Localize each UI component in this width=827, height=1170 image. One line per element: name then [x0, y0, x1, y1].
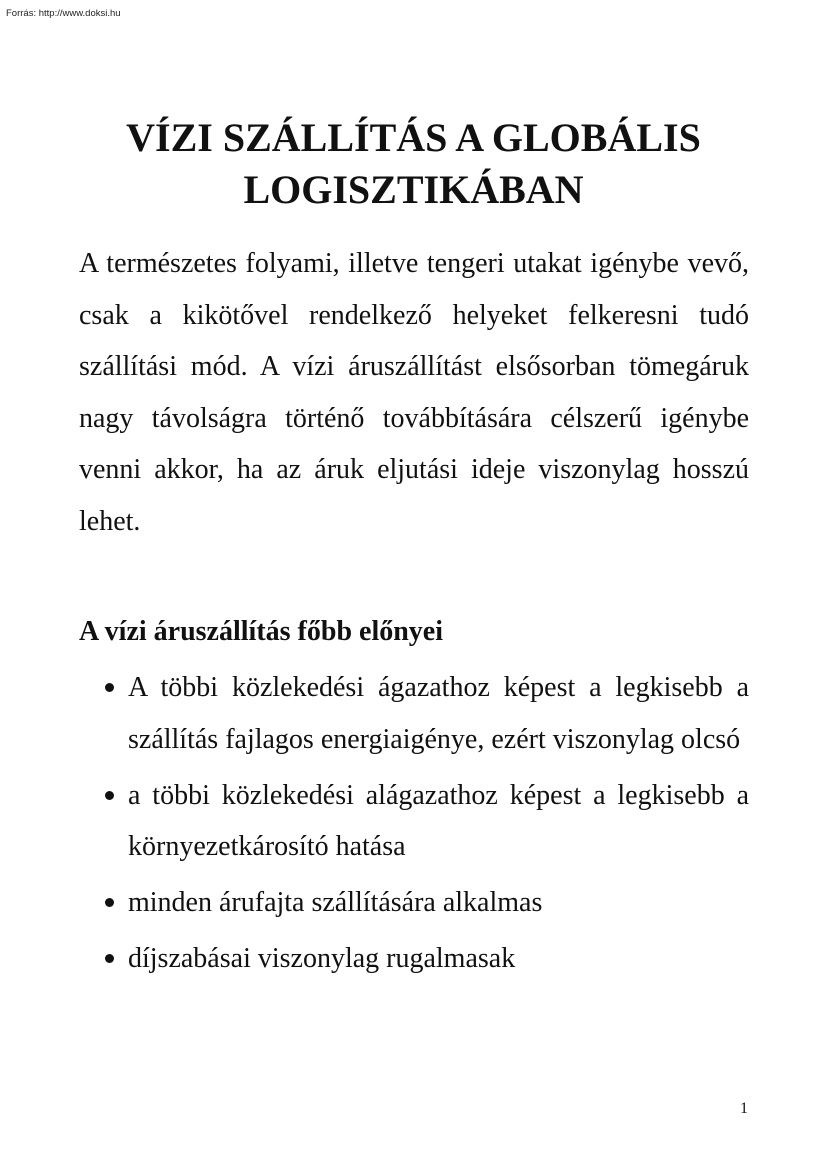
- title-line-1: VÍZI SZÁLLÍTÁS A GLOBÁLIS: [126, 115, 701, 160]
- bullet-icon: [105, 898, 114, 907]
- list-item: [79, 770, 749, 873]
- list-item-text: a többi közlekedési alágazathoz képest a legkisebb a környezetkárosító hatása: [128, 779, 749, 863]
- section-heading: A vízi áruszállítás főbb előnyei: [79, 616, 443, 647]
- list-item-text: díjszabásai viszonylag rugalmasak: [128, 943, 516, 975]
- list-item: [79, 877, 749, 929]
- list-item-text: minden árufajta szállítására alkalmas: [128, 887, 543, 919]
- advantages-list: [79, 662, 749, 990]
- intro-paragraph: A természetes folyami, illetve tengeri utakat igénybe vevő, csak a kikötővel rendelkező helyeket felkeresni tudó szállítási mód. A vízi áruszállítást elsősorban tömegáruk nagy távolságra történő továbbítására célszerű igénybe venni akkor, ha az áruk eljutási ideje viszonylag hosszú lehet.: [79, 248, 749, 537]
- bullet-icon: [105, 683, 114, 692]
- page-number: 1: [740, 1100, 748, 1117]
- list-item: [79, 933, 749, 985]
- bullet-icon: [105, 954, 114, 963]
- bullet-icon: [105, 791, 114, 800]
- title-line-2: LOGISZTIKÁBAN: [243, 167, 584, 212]
- list-item-text: A többi közlekedési ágazathoz képest a legkisebb a szállítás fajlagos energiaigénye, ezért viszonylag olcsó: [128, 672, 749, 755]
- list-item: [79, 662, 749, 765]
- page-title: [0, 112, 827, 216]
- source-note: Forrás: http://www.doksi.hu: [6, 8, 121, 19]
